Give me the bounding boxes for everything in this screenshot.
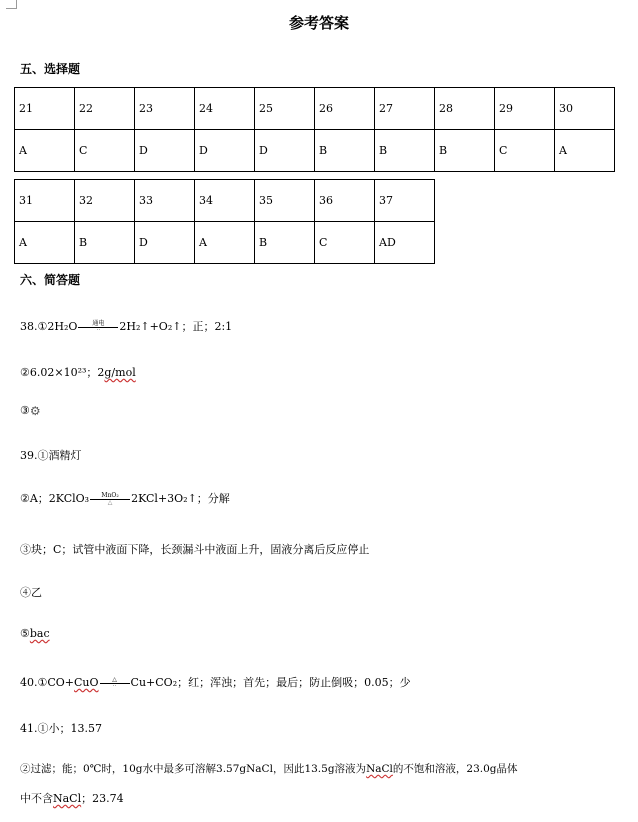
table-cell: 32 bbox=[75, 180, 135, 222]
table-cell: B bbox=[435, 130, 495, 172]
table-cell: 33 bbox=[135, 180, 195, 222]
answer-table-2 bbox=[14, 179, 435, 264]
table-cell: B bbox=[375, 130, 435, 172]
reaction-condition bbox=[78, 321, 118, 334]
table-cell: B bbox=[315, 130, 375, 172]
answer-text: ⑤ bbox=[20, 627, 30, 640]
section-heading-short-answer: 六、简答题 bbox=[20, 273, 81, 287]
table-cell: C bbox=[75, 130, 135, 172]
table-cell: D bbox=[135, 130, 195, 172]
condition-label: 通电 bbox=[92, 319, 105, 327]
answer-41-1: 41.①小；13.57 bbox=[20, 722, 102, 735]
table-row bbox=[15, 88, 615, 130]
answer-39-4: ④乙 bbox=[20, 586, 42, 599]
condition-label: MnO₂ bbox=[101, 491, 119, 499]
answer-text: 2H₂↑+O₂↑；正；2:1 bbox=[119, 320, 233, 333]
table-cell: 26 bbox=[315, 88, 375, 130]
unit-text: g/mol bbox=[104, 366, 136, 379]
answer-38-1 bbox=[20, 318, 232, 334]
answer-text: ②过滤；能；0℃时，10g水中最多可溶解3.57gNaCl，因此13.5g溶液为 bbox=[20, 763, 367, 775]
answer-41-2 bbox=[20, 761, 518, 776]
table-cell: D bbox=[135, 222, 195, 264]
answer-text: NaCl bbox=[53, 792, 82, 805]
table-cell: 35 bbox=[255, 180, 315, 222]
answer-text: Cu+CO₂；红；浑浊；首先；最后；防止倒吸；0.05；少 bbox=[130, 676, 411, 689]
condition-label: ·· bbox=[112, 682, 117, 690]
table-cell: D bbox=[255, 130, 315, 172]
answer-text: ②A；2KClO₃ bbox=[20, 492, 90, 505]
table-cell: C bbox=[495, 130, 555, 172]
answer-text: 40.①CO+ bbox=[20, 676, 75, 689]
answer-text: CuO bbox=[74, 676, 99, 689]
table-cell: 22 bbox=[75, 88, 135, 130]
table-cell: 29 bbox=[495, 88, 555, 130]
table-row bbox=[15, 130, 615, 172]
answer-text: ③ bbox=[20, 404, 30, 417]
answer-38-2 bbox=[20, 364, 136, 380]
answer-text: bac bbox=[29, 627, 50, 640]
table-cell: AD bbox=[375, 222, 435, 264]
answer-39-1: 39.①酒精灯 bbox=[20, 449, 82, 462]
answer-39-3: ③块；C；试管中液面下降，长颈漏斗中液面上升，固液分离后反应停止 bbox=[20, 543, 370, 556]
table-cell: 37 bbox=[375, 180, 435, 222]
table-row bbox=[15, 180, 435, 222]
page-title: 参考答案 bbox=[288, 14, 349, 32]
condition-label: △ bbox=[112, 675, 117, 683]
table-cell: 31 bbox=[15, 180, 75, 222]
table-cell: 25 bbox=[255, 88, 315, 130]
reaction-condition bbox=[90, 493, 130, 506]
reaction-condition bbox=[100, 677, 130, 690]
table-cell: 30 bbox=[555, 88, 615, 130]
page-corner-mark bbox=[6, 0, 17, 9]
answer-text: ②6.02×10²³；2 bbox=[20, 366, 105, 379]
answer-39-2 bbox=[20, 490, 230, 506]
table-cell: 27 bbox=[375, 88, 435, 130]
table-cell: 34 bbox=[195, 180, 255, 222]
table-cell: A bbox=[195, 222, 255, 264]
answer-text: 2KCl+3O₂↑；分解 bbox=[131, 492, 230, 505]
table-cell: B bbox=[75, 222, 135, 264]
molecule-icon: ⚙ bbox=[29, 404, 41, 418]
table-cell: 28 bbox=[435, 88, 495, 130]
condition-label: ·· bbox=[96, 326, 101, 334]
answer-text: 的不饱和溶液，23.0g晶体 bbox=[392, 763, 518, 775]
table-cell: 21 bbox=[15, 88, 75, 130]
answer-39-5 bbox=[20, 627, 50, 640]
table-cell: 23 bbox=[135, 88, 195, 130]
table-cell: A bbox=[555, 130, 615, 172]
condition-label: △ bbox=[107, 498, 113, 506]
answer-40 bbox=[20, 674, 411, 690]
answer-text: NaCl bbox=[366, 763, 393, 775]
answer-text: 中不含 bbox=[20, 792, 53, 805]
table-cell: D bbox=[195, 130, 255, 172]
table-cell: 24 bbox=[195, 88, 255, 130]
answer-text: ；23.74 bbox=[81, 792, 124, 805]
answer-table-1 bbox=[14, 87, 615, 172]
table-cell: 36 bbox=[315, 180, 375, 222]
table-cell: C bbox=[315, 222, 375, 264]
table-row bbox=[15, 222, 435, 264]
table-cell: B bbox=[255, 222, 315, 264]
answer-text: 38.①2H₂O bbox=[20, 320, 78, 333]
table-cell: A bbox=[15, 222, 75, 264]
table-cell: A bbox=[15, 130, 75, 172]
section-heading-choice: 五、选择题 bbox=[20, 62, 81, 76]
answer-41-3 bbox=[20, 790, 124, 806]
answer-38-3 bbox=[20, 404, 41, 418]
